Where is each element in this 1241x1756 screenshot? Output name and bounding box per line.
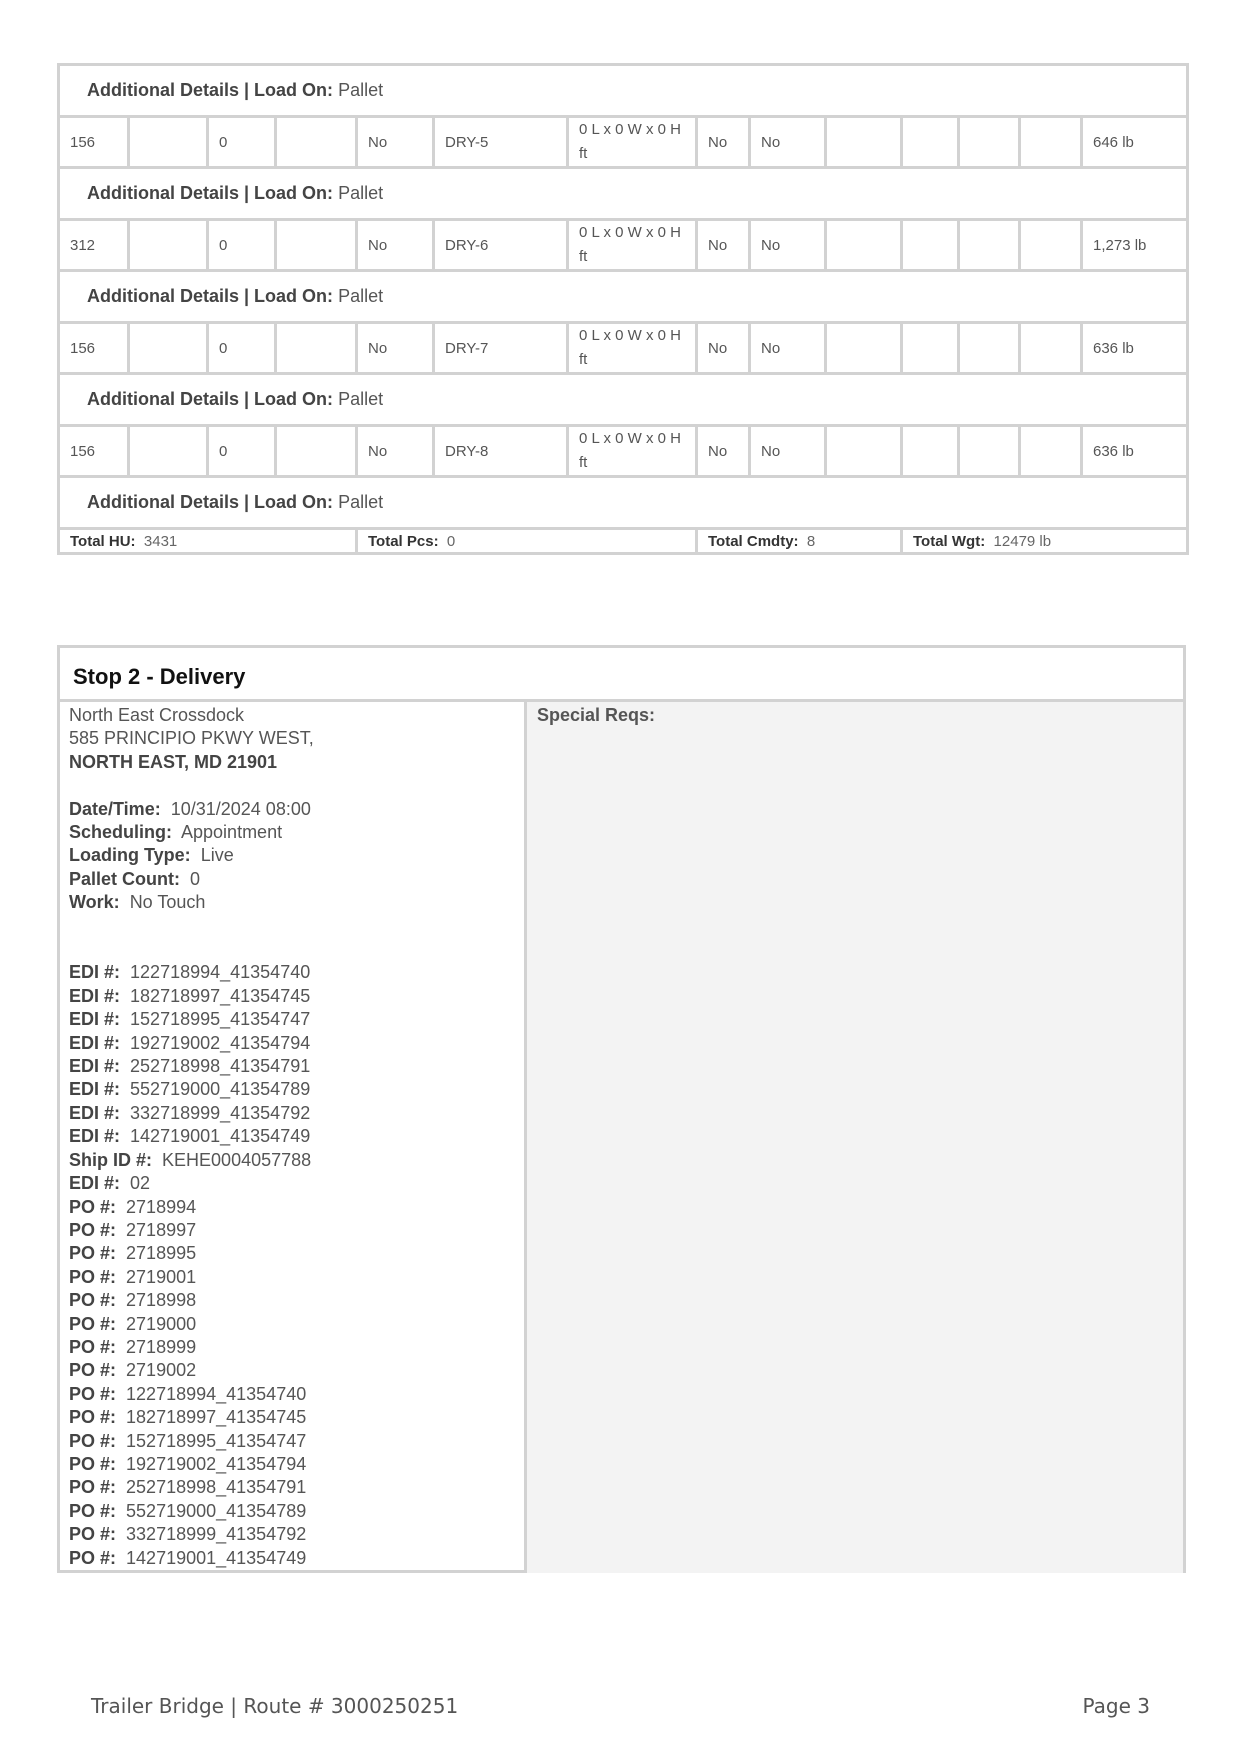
- field-label: Pallet Count:: [69, 868, 180, 889]
- pieces-cell: 0: [208, 323, 276, 374]
- reference-label: PO #:: [69, 1219, 117, 1240]
- field-label: Date/Time:: [69, 798, 161, 819]
- reference-value: 552719000_41354789: [126, 1500, 307, 1521]
- reference-item: [69, 1008, 524, 1031]
- handling-units-cell: 156: [59, 117, 129, 168]
- details-label: Additional Details | Load On:: [87, 183, 334, 203]
- total-pcs-cell: [357, 529, 697, 554]
- reference-label: PO #:: [69, 1500, 117, 1521]
- flag-cell: No: [697, 117, 750, 168]
- reference-label: PO #:: [69, 1290, 117, 1311]
- reference-value: 252718998_41354791: [130, 1056, 311, 1077]
- reference-value: 142719001_41354749: [130, 1126, 311, 1147]
- load-table: [57, 63, 1189, 555]
- empty-cell: [129, 426, 208, 477]
- commodity-cell: DRY-8: [434, 426, 568, 477]
- field-value: 0: [190, 868, 201, 889]
- reference-label: PO #:: [69, 1243, 117, 1264]
- empty-cell: [959, 220, 1020, 271]
- empty-cell: [902, 117, 959, 168]
- reference-value: 152718995_41354747: [126, 1430, 307, 1451]
- field-value: Appointment: [181, 822, 283, 843]
- reference-item: [69, 1196, 524, 1219]
- reference-label: EDI #:: [69, 1102, 121, 1123]
- weight-cell: 646 lb: [1082, 117, 1188, 168]
- empty-cell: [826, 117, 902, 168]
- reference-item: [69, 1406, 524, 1429]
- reference-value: 02: [130, 1173, 151, 1194]
- reference-value: KEHE0004057788: [162, 1149, 312, 1170]
- reference-value: 182718997_41354745: [126, 1407, 307, 1428]
- details-label: Additional Details | Load On:: [87, 80, 334, 100]
- reference-label: PO #:: [69, 1453, 117, 1474]
- empty-cell: [959, 117, 1020, 168]
- reference-label: PO #:: [69, 1383, 117, 1404]
- reference-value: 192719002_41354794: [130, 1032, 311, 1053]
- empty-cell: [276, 323, 357, 374]
- details-row: [59, 271, 1188, 323]
- field-value: 10/31/2024 08:00: [170, 798, 311, 819]
- total-pcs-value: 0: [446, 532, 456, 550]
- empty-cell: [902, 426, 959, 477]
- reference-value: 192719002_41354794: [126, 1453, 307, 1474]
- details-value: Pallet: [338, 286, 384, 306]
- hazmat-cell: No: [357, 117, 434, 168]
- flag-cell: No: [750, 220, 826, 271]
- empty-cell: [276, 426, 357, 477]
- details-label: Additional Details | Load On:: [87, 389, 334, 409]
- reference-label: EDI #:: [69, 1126, 121, 1147]
- field-value: Live: [200, 845, 234, 866]
- reference-label: EDI #:: [69, 1009, 121, 1030]
- empty-cell: [1020, 220, 1082, 271]
- handling-units-cell: 156: [59, 426, 129, 477]
- weight-cell: 636 lb: [1082, 426, 1188, 477]
- dimensions-cell: 0 L x 0 W x 0 H ft: [568, 117, 697, 168]
- table-row: [59, 220, 1188, 271]
- reference-value: 2719002: [126, 1360, 197, 1381]
- empty-cell: [129, 323, 208, 374]
- reference-label: PO #:: [69, 1336, 117, 1357]
- reference-item: [69, 985, 524, 1008]
- total-weight-cell: [902, 529, 1188, 554]
- reference-value: 152718995_41354747: [130, 1009, 311, 1030]
- total-cmdty-value: 8: [806, 532, 816, 550]
- empty-cell: [1020, 426, 1082, 477]
- reference-value: 2718997: [126, 1219, 197, 1240]
- reference-item: [69, 1453, 524, 1476]
- reference-item: [69, 1500, 524, 1523]
- details-value: Pallet: [338, 492, 384, 512]
- reference-item: [69, 1055, 524, 1078]
- reference-item: [69, 1078, 524, 1101]
- empty-cell: [959, 426, 1020, 477]
- commodity-cell: DRY-6: [434, 220, 568, 271]
- reference-item: [69, 1383, 524, 1406]
- reference-value: 122718994_41354740: [130, 962, 311, 983]
- footer-route: Trailer Bridge | Route # 3000250251: [91, 1694, 459, 1718]
- total-hu-label: Total HU:: [70, 532, 136, 550]
- empty-cell: [902, 220, 959, 271]
- reference-item: [69, 1476, 524, 1499]
- reference-label: PO #:: [69, 1313, 117, 1334]
- reference-item: [69, 961, 524, 984]
- reference-item: [69, 1547, 524, 1570]
- dimensions-cell: 0 L x 0 W x 0 H ft: [568, 426, 697, 477]
- hazmat-cell: No: [357, 426, 434, 477]
- flag-cell: No: [750, 323, 826, 374]
- empty-cell: [129, 220, 208, 271]
- handling-units-cell: 156: [59, 323, 129, 374]
- total-weight-value: 12479 lb: [993, 532, 1052, 550]
- details-row: [59, 65, 1188, 117]
- reference-value: 182718997_41354745: [130, 985, 311, 1006]
- reference-label: PO #:: [69, 1407, 117, 1428]
- special-reqs-panel: [527, 702, 1183, 1573]
- flag-cell: No: [697, 220, 750, 271]
- total-hu-cell: [59, 529, 357, 554]
- commodity-cell: DRY-5: [434, 117, 568, 168]
- reference-value: 2719000: [126, 1313, 197, 1334]
- commodity-cell: DRY-7: [434, 323, 568, 374]
- reference-label: PO #:: [69, 1360, 117, 1381]
- empty-cell: [1020, 323, 1082, 374]
- empty-cell: [1020, 117, 1082, 168]
- pieces-cell: 0: [208, 220, 276, 271]
- empty-cell: [959, 323, 1020, 374]
- details-value: Pallet: [338, 183, 384, 203]
- details-row: [59, 168, 1188, 220]
- field-label: Loading Type:: [69, 845, 191, 866]
- reference-label: EDI #:: [69, 1079, 121, 1100]
- field-value: No Touch: [129, 892, 206, 913]
- handling-units-cell: 312: [59, 220, 129, 271]
- city-state-zip: NORTH EAST, MD 21901: [69, 751, 278, 772]
- totals-row: [59, 529, 1188, 554]
- reference-value: 2718998: [126, 1290, 197, 1311]
- reference-value: 2718995: [126, 1243, 197, 1264]
- reference-value: 2719001: [126, 1266, 197, 1287]
- street-address: 585 PRINCIPIO PKWY WEST,: [69, 728, 314, 749]
- location-name: North East Crossdock: [69, 705, 245, 725]
- reference-value: 332718999_41354792: [130, 1102, 311, 1123]
- reference-item: [69, 1242, 524, 1265]
- reference-value: 552719000_41354789: [130, 1079, 311, 1100]
- stop-section: [57, 645, 1186, 1573]
- table-row: [59, 426, 1188, 477]
- details-row: [59, 477, 1188, 529]
- total-cmdty-label: Total Cmdty:: [708, 532, 799, 550]
- flag-cell: No: [697, 323, 750, 374]
- details-label: Additional Details | Load On:: [87, 492, 334, 512]
- total-pcs-label: Total Pcs:: [368, 532, 439, 550]
- empty-cell: [826, 426, 902, 477]
- dimensions-cell: 0 L x 0 W x 0 H ft: [568, 220, 697, 271]
- empty-cell: [129, 117, 208, 168]
- dimensions-cell: 0 L x 0 W x 0 H ft: [568, 323, 697, 374]
- reference-value: 122718994_41354740: [126, 1383, 307, 1404]
- reference-value: 252718998_41354791: [126, 1477, 307, 1498]
- reference-item: [69, 1336, 524, 1359]
- reference-item: [69, 1102, 524, 1125]
- special-reqs-label: Special Reqs:: [537, 705, 656, 725]
- hazmat-cell: No: [357, 323, 434, 374]
- empty-cell: [826, 323, 902, 374]
- total-hu-value: 3431: [143, 532, 178, 550]
- details-value: Pallet: [338, 80, 384, 100]
- details-label: Additional Details | Load On:: [87, 286, 334, 306]
- reference-item: [69, 1032, 524, 1055]
- pieces-cell: 0: [208, 426, 276, 477]
- reference-label: EDI #:: [69, 1032, 121, 1053]
- empty-cell: [902, 323, 959, 374]
- weight-cell: 636 lb: [1082, 323, 1188, 374]
- reference-label: EDI #:: [69, 1056, 121, 1077]
- reference-item: [69, 1172, 524, 1195]
- empty-cell: [276, 117, 357, 168]
- weight-cell: 1,273 lb: [1082, 220, 1188, 271]
- reference-item: [69, 1266, 524, 1289]
- reference-item: [69, 1430, 524, 1453]
- details-value: Pallet: [338, 389, 384, 409]
- reference-label: PO #:: [69, 1196, 117, 1217]
- reference-item: [69, 1289, 524, 1312]
- stop-body: [60, 702, 1183, 1573]
- table-row: [59, 117, 1188, 168]
- reference-label: EDI #:: [69, 1173, 121, 1194]
- reference-label: PO #:: [69, 1430, 117, 1451]
- pallet-count-field: [69, 868, 524, 891]
- reference-value: 2718994: [126, 1196, 197, 1217]
- details-row: [59, 374, 1188, 426]
- reference-label: PO #:: [69, 1524, 117, 1545]
- stop-title: Stop 2 - Delivery: [60, 648, 1183, 702]
- reference-label: PO #:: [69, 1547, 117, 1568]
- empty-cell: [826, 220, 902, 271]
- loading-type-field: [69, 844, 524, 867]
- field-label: Scheduling:: [69, 822, 172, 843]
- reference-value: 2718999: [126, 1336, 197, 1357]
- reference-item: [69, 1125, 524, 1148]
- reference-item: [69, 1219, 524, 1242]
- field-label: Work:: [69, 892, 120, 913]
- stop-details: [60, 702, 527, 1573]
- reference-label: Ship ID #:: [69, 1149, 153, 1170]
- pieces-cell: 0: [208, 117, 276, 168]
- reference-item: [69, 1359, 524, 1382]
- date-time-field: [69, 798, 524, 821]
- reference-label: EDI #:: [69, 962, 121, 983]
- work-field: [69, 891, 524, 914]
- reference-label: EDI #:: [69, 985, 121, 1006]
- reference-item: [69, 1149, 524, 1172]
- reference-list: [69, 961, 524, 1570]
- page-number: Page 3: [1082, 1694, 1150, 1718]
- scheduling-field: [69, 821, 524, 844]
- reference-item: [69, 1313, 524, 1336]
- total-cmdty-cell: [697, 529, 902, 554]
- table-row: [59, 323, 1188, 374]
- total-weight-label: Total Wgt:: [913, 532, 986, 550]
- reference-item: [69, 1523, 524, 1546]
- flag-cell: No: [750, 117, 826, 168]
- reference-label: PO #:: [69, 1266, 117, 1287]
- reference-value: 142719001_41354749: [126, 1547, 307, 1568]
- empty-cell: [276, 220, 357, 271]
- reference-value: 332718999_41354792: [126, 1524, 307, 1545]
- flag-cell: No: [697, 426, 750, 477]
- reference-label: PO #:: [69, 1477, 117, 1498]
- flag-cell: No: [750, 426, 826, 477]
- hazmat-cell: No: [357, 220, 434, 271]
